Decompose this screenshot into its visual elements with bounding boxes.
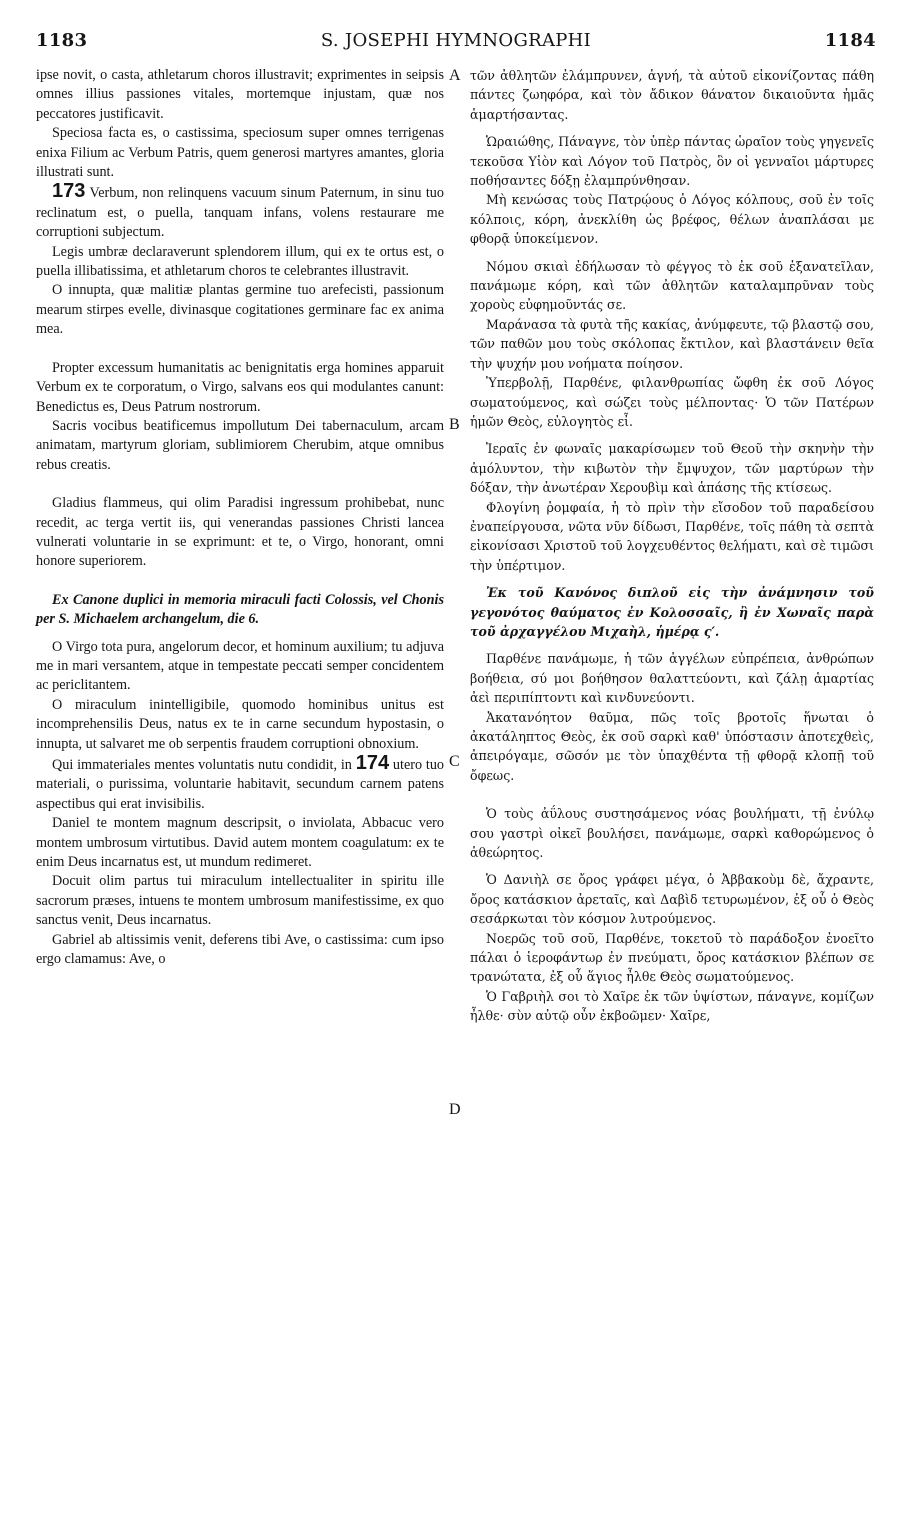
greek-paragraph: Ἀκατανόητον θαῦμα, πῶς τοῖς βροτοῖς ἥνωται ὁ ἀκατάληπτος Θεὸς, ἐκ σοῦ σαρκὶ καθ' ὑπόστασιν ἀποτεχθεὶς, ἀπειρόγαμε, σῶσόν με τὸν ὑπαχθέντα τῇ φθορᾷ κλοπῇ τοῦ ὄφεως.: [470, 709, 874, 783]
section-marker-a: A: [449, 67, 461, 84]
greek-paragraph: Μαράνασα τὰ φυτὰ τῆς κακίας, ἀνύμφευτε, τῷ βλαστῷ σου, τῶν παθῶν μου τοὺς σκόλοπας ἔκτιλον, καὶ βλαστάνειν θεῖα τὴν ψυχήν μου νοήματα ποίησον.: [470, 316, 874, 371]
latin-paragraph: Daniel te montem magnum descripsit, o inviolata, Abbacuc vero montem umbrosum virtutibus. David autem montem coagulatum: ex te enim Deus incarnatus est, ut mundum redimeret.: [36, 815, 444, 871]
page-title: S. JOSEPHI HYMNOGRAPHI: [320, 30, 592, 51]
latin-paragraph-text: Qui immateriales mentes voluntatis nutu condidit, in: [52, 757, 352, 773]
greek-paragraph: Ὁ Δανιὴλ σε ὄρος γράφει μέγα, ὁ Ἀββακοὺμ δὲ, ἄχραντε, ὄρος κατάσκιον ἀρεταῖς, καὶ Δαβὶδ τετυρωμένον, ἐξ οὗ ὁ Θεὸς σεσάρκωται τὸν κόσμον λυτρούμενος.: [470, 872, 874, 927]
latin-paragraph: Gabriel ab altissimis venit, deferens tibi Ave, o castissima: cum ipso ergo clamamus: Ave, o: [36, 931, 444, 968]
section-marker-d: D: [449, 1101, 461, 1118]
latin-paragraph: [36, 754, 444, 814]
latin-column: [36, 66, 444, 969]
latin-paragraph: Propter excessum humanitatis ac benignitatis erga homines apparuit Verbum ex te corporatum, o Virgo, salvans eos qui modulantes canunt: Benedictus es, Deus Patrum nostrorum.: [36, 359, 444, 415]
column-number: 174: [355, 752, 390, 774]
greek-paragraph: Ὑπερβολῇ, Παρθένε, φιλανθρωπίας ὤφθη ἐκ σοῦ Λόγος σωματούμενος, καὶ σώζει τοὺς μέλποντας· Ὁ τῶν Πατέρων ἡμῶν Θεὸς, εὐλογητὸς εἶ.: [470, 375, 874, 429]
section-marker-b: B: [449, 416, 460, 433]
greek-paragraph: τῶν ἀθλητῶν ἐλάμπρυνεν, ἁγνή, τὰ αὐτοῦ εἰκονίζοντας πάθη πάντες ζωηφόρα, καὶ τὸν ἄδικον θάνατον δικαιοῦντα ἡμᾶς ἁμαρτήσαντας.: [470, 68, 874, 122]
greek-column: [470, 66, 874, 1026]
latin-paragraph: [36, 182, 444, 242]
greek-paragraph: Νόμου σκιαὶ ἐδήλωσαν τὸ φέγγος τὸ ἐκ σοῦ ἐξανατεῖλαν, πανάμωμε κόρη, καὶ τῶν ἀθλητῶν καταλαμπρῦναν τοὺς χοροὺς εὐφημοῦντάς σε.: [470, 258, 874, 313]
latin-paragraph: O miraculum inintelligibile, quomodo hominibus unitus est incomprehensilis Deus, natus ex te in carne secundum hypostasin, o innupta, ut salvaret me ob serpentis fraudem corruptioni obnoxium.: [36, 696, 444, 752]
greek-paragraph: Νοερῶς τοῦ σοῦ, Παρθένε, τοκετοῦ τὸ παράδοξον ἐνοεῖτο πάλαι ὁ ἱεροφάντωρ ἐν πνεύματι, ὄρος κατάσκιον βλέπων σε τρανώτατα, ἐξ οὗ ἅγιος ἦλθε Θεὸς σωματούμενος.: [470, 930, 874, 985]
greek-paragraph: Ὡραιώθης, Πάναγνε, τὸν ὑπὲρ πάντας ὡραῖον τοὺς γηγενεῖς τεκοῦσα Υἱὸν καὶ Λόγον τοῦ Πατρὸς, ὃν οἱ γενναῖοι μάρτυρες ποθήσαντες δόξῃ ἐλαμπρύνθησαν.: [470, 134, 874, 189]
greek-section-heading: Ἐκ τοῦ Κανόνος διπλοῦ εἰς τὴν ἀνάμνησιν τοῦ γεγονότος θαύματος ἐν Κολοσσαῖς, ἢ ἐν Χωναῖς παρὰ τοῦ ἀρχαγγέλου Μιχαὴλ, ἡμέρᾳ ς′.: [470, 585, 874, 639]
greek-paragraph: Ὁ τοὺς ἀΰλους συστησάμενος νόας βουλήματι, τῇ ἐνύλῳ σου γαστρὶ οἰκεῖ βουλήσει, πανάμωμε, σαρκὶ καθορώμενος ὁ ἀθεώρητος.: [470, 806, 874, 861]
latin-paragraph: Speciosa facta es, o castissima, speciosum super omnes terrigenas enixa Filium ac Verbum Patris, quem generosi martyres amantes, gloria illustrati sunt.: [36, 125, 444, 181]
latin-paragraph: O Virgo tota pura, angelorum decor, et hominum auxilium; tu adjuva me in mari versantem, atque in tempestate peccati semper concidentem ac periclitantem.: [36, 638, 444, 694]
latin-section-heading: Ex Canone duplici in memoria miraculi facti Colossis, vel Chonis per S. Michaelem archangelum, die 6.: [36, 591, 444, 628]
page-number-right: 1184: [824, 30, 876, 51]
greek-paragraph: Ὁ Γαβριὴλ σοι τὸ Χαῖρε ἐκ τῶν ὑψίστων, πάναγνε, κομίζων ἦλθε· σὺν αὐτῷ οὖν ἐκβοῶμεν· Χαῖρε,: [470, 988, 874, 1024]
section-marker-c: C: [449, 753, 460, 770]
greek-paragraph: Φλογίνη ῥομφαία, ἡ τὸ πρὶν τὴν εἴσοδον τοῦ παραδείσου ἐναπείργουσα, νῶτα νῦν δίδωσι, Παρθένε, τοῖς πάθη τὰ σεπτὰ εἰκονίσασι Χριστοῦ τοῦ λογχευθέντος θελήματι, καὶ σὲ τιμῶσι τὴν ὑπέρτιμον.: [470, 499, 874, 573]
latin-paragraph-text: utero tuo materiali, o purissima, voluntarie habitavit, secundum carnem patens aspectibus qui erat invisibilis.: [36, 757, 445, 812]
greek-paragraph: Παρθένε πανάμωμε, ἡ τῶν ἀγγέλων εὐπρέπεια, ἀνθρώπων βοήθεια, σύ μοι βοήθησον θαλαττεύοντι, καὶ ζάλῃ ἁμαρτίας ἀεὶ περιπίπτοντι καὶ κινδυνεύοντι.: [470, 651, 874, 706]
latin-paragraph: ipse novit, o casta, athletarum choros illustravit; exprimentes in seipsis omnes illius passiones vitales, mortemque injustam, quæ nos peccatores justificavit.: [36, 67, 444, 122]
latin-paragraph: Legis umbræ declaraverunt splendorem illum, qui ex te ortus est, o puella illibatissima, et athletarum choros te celebrantes illustravit.: [36, 243, 444, 280]
greek-paragraph: Μὴ κενώσας τοὺς Πατρῴους ὁ Λόγος κόλπους, σοῦ ἐν τοῖς κόλποις, κόρη, ἀνεκλίθη ὡς βρέφος, θέλων ἀναπλάσαι με φθορᾷ ὑποκείμενον.: [470, 192, 874, 247]
latin-paragraph: Docuit olim partus tui miraculum intellectualiter in spiritu ille sacrorum præses, intuens te montem umbrosum manifestissime, ex quo sanctus venit, Deus incarnatus.: [36, 873, 444, 929]
column-number: 173: [52, 180, 86, 203]
latin-paragraph: O innupta, quæ malitiæ plantas germine tuo arefecisti, passionum mearum stirpes evelle, divinasque cogitationes germinare fac ex anima mea.: [36, 282, 444, 338]
latin-paragraph-text: Verbum, non relinquens vacuum sinum Paternum, in sinu tuo reclinatum est, o puella, tanquam infans, volens restaurare me corruptioni subjectum.: [36, 185, 444, 241]
greek-paragraph: Ἱεραῖς ἐν φωναῖς μακαρίσωμεν τοῦ Θεοῦ τὴν σκηνὴν τὴν ἀμόλυντον, τὴν κιβωτὸν τὴν ἔμψυχον, τῶν μαρτύρων τὴν δόξαν, τὴν ἀνωτέραν Χερουβὶμ καὶ ἁπάσης τῆς κτίσεως.: [470, 441, 874, 496]
latin-paragraph: Sacris vocibus beatificemus impollutum Dei tabernaculum, arcam animatam, martyrum gloriam, sublimiorem Cherubim, atque omnibus rebus creatis.: [36, 417, 444, 473]
running-header: [36, 30, 876, 54]
page-number-left: 1183: [36, 30, 88, 51]
latin-paragraph: Gladius flammeus, qui olim Paradisi ingressum prohibebat, nunc recedit, ac terga vertit iis, qui venerandas passiones Christi lancea vulnerati voluntarie in se exprimunt: et te, o Virgo, honorant, omni honore superiorem.: [36, 495, 444, 570]
